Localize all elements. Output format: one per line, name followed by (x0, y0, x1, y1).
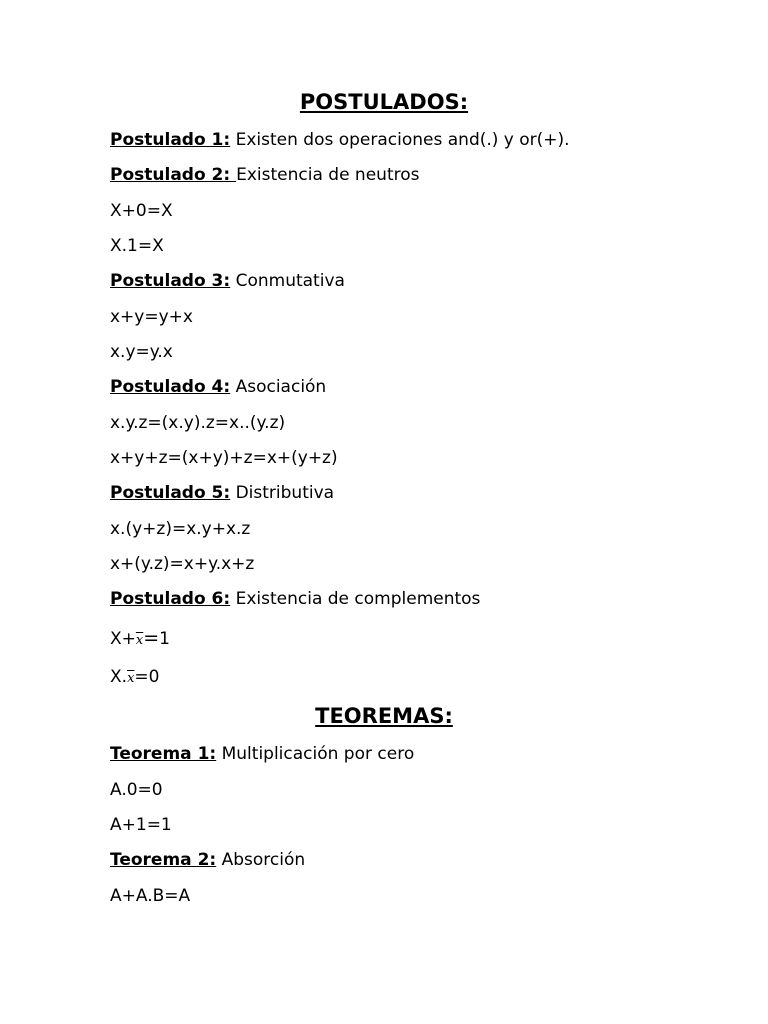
postulado-6-eq-2 (110, 666, 159, 690)
postulado-2 (110, 164, 419, 186)
postulado-1-label: Postulado 1: (110, 130, 231, 150)
postulado-6-eq-2-rest: =0 (134, 667, 160, 687)
postulado-6-text: Existencia de complementos (230, 589, 481, 609)
teorema-1-eq-1: A.0=0 (110, 780, 163, 800)
teorema-2-eq-1: A+A.B=A (110, 886, 191, 906)
postulado-2-text: Existencia de neutros (236, 165, 420, 185)
postulado-6-eq-2-pre: X. (110, 667, 128, 687)
postulado-4-text: Asociación (230, 377, 327, 397)
postulado-6-eq-1-pre: X+ (110, 629, 136, 649)
postulado-2-label: Postulado 2: (110, 165, 237, 185)
postulado-4-eq-1: x.y.z=(x.y).z=x..(y.z) (110, 413, 286, 433)
teorema-2-text: Absorción (216, 850, 306, 870)
teorema-1 (110, 743, 414, 765)
postulado-5-eq-2: x+(y.z)=x+y.x+z (110, 554, 255, 574)
postulado-5-text: Distributiva (230, 483, 335, 503)
postulado-4-eq-2: x+y+z=(x+y)+z=x+(y+z) (110, 448, 338, 468)
postulado-5-eq-1: x.(y+z)=x.y+x.z (110, 519, 251, 539)
postulado-5-label: Postulado 5: (110, 483, 231, 503)
postulado-1 (110, 129, 570, 151)
postulado-3-eq-1: x+y=y+x (110, 307, 193, 327)
postulado-6-eq-1-rest: 1 (159, 629, 170, 649)
postulado-6 (110, 588, 480, 610)
teorema-1-text: Multiplicación por cero (216, 744, 415, 764)
postulado-6-label: Postulado 6: (110, 589, 231, 609)
postulado-2-eq-2: X.1=X (110, 236, 164, 256)
teorema-1-label: Teorema 1: (110, 744, 217, 764)
postulado-5 (110, 482, 334, 504)
teoremas-heading: TEOREMAS: (315, 704, 453, 728)
postulado-3-text: Conmutativa (230, 271, 345, 291)
postulado-6-eq-1 (110, 627, 170, 652)
postulado-6-eq-1-eq: = (143, 627, 160, 649)
teorema-2-label: Teorema 2: (110, 850, 217, 870)
postulado-4 (110, 376, 326, 398)
x-complement: $\overline{x}$ (135, 633, 144, 648)
postulado-3-label: Postulado 3: (110, 271, 231, 291)
x-complement: $\overline{x}$ (127, 671, 135, 686)
postulados-heading: POSTULADOS: (299, 90, 469, 114)
teorema-2 (110, 849, 305, 871)
postulado-3 (110, 270, 345, 292)
postulado-4-label: Postulado 4: (110, 377, 231, 397)
postulado-3-eq-2: x.y=y.x (110, 342, 173, 362)
postulado-1-text: Existen dos operaciones and(.) y or(+). (230, 130, 570, 150)
teorema-1-eq-2: A+1=1 (110, 815, 172, 835)
postulado-2-eq-1: X+0=X (110, 201, 173, 221)
